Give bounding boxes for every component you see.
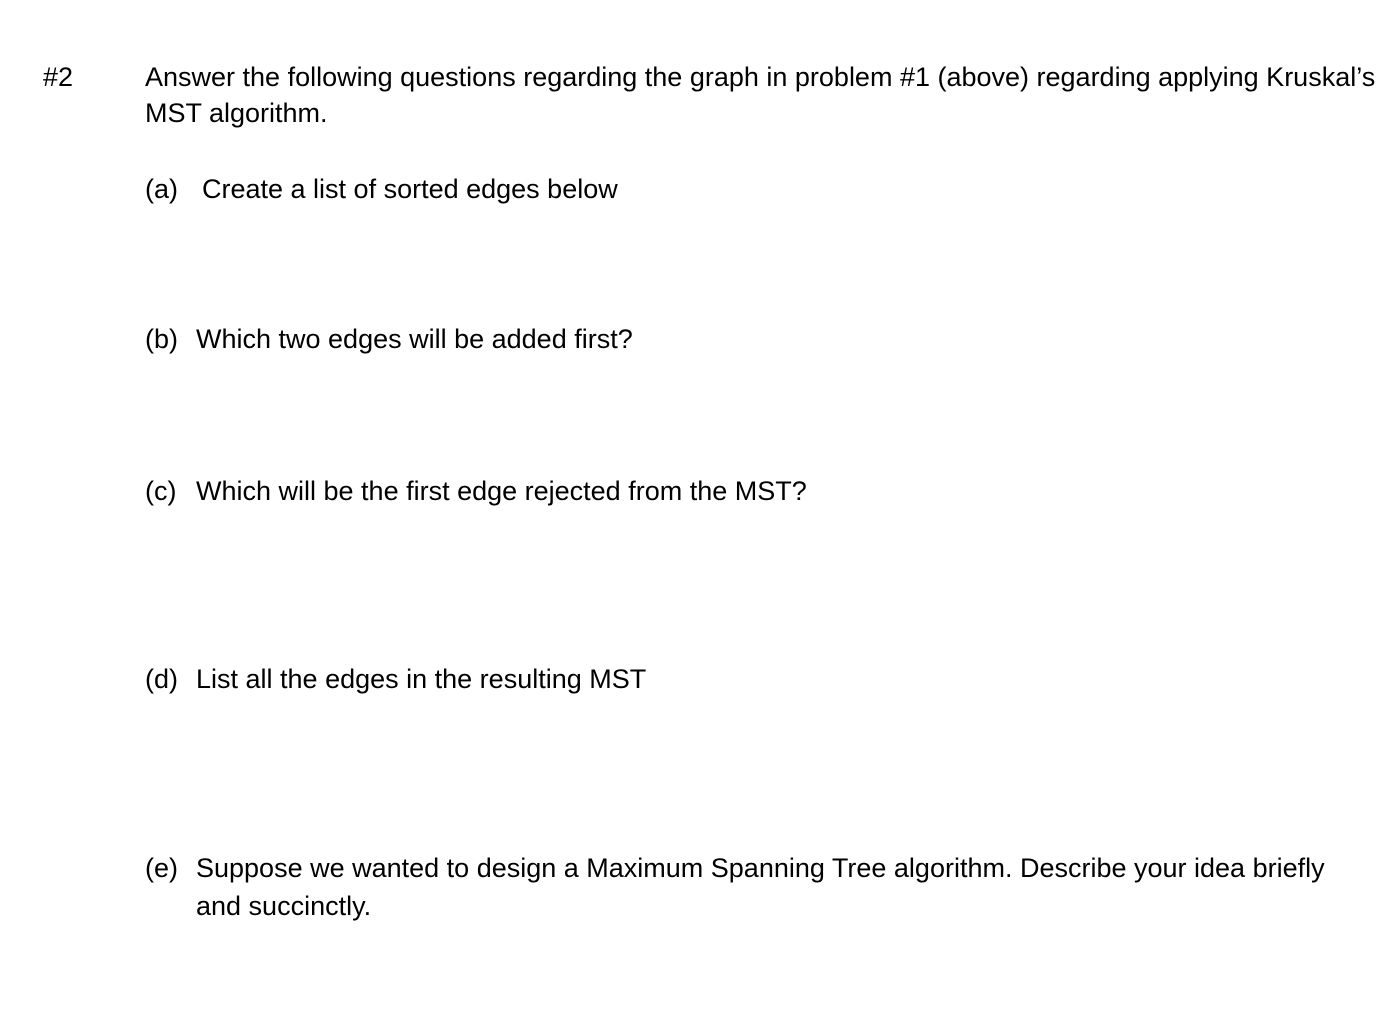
question-label: (e): [145, 853, 178, 883]
question-label: (b): [145, 324, 178, 354]
question-a: [145, 171, 1345, 207]
question-label: (c): [145, 476, 177, 506]
question-label: (a): [145, 174, 178, 204]
question-d: [145, 661, 1345, 697]
question-e: [145, 849, 1345, 925]
problem-intro: Answer the following questions regarding the graph in problem #1 (above) regarding applying Kruskal’s MST algorithm.: [145, 62, 1376, 128]
question-text: Create a list of sorted edges below: [202, 174, 618, 204]
problem-number: #2: [43, 62, 74, 92]
question-text: Which two edges will be added first?: [196, 324, 633, 354]
question-text: List all the edges in the resulting MST: [196, 664, 647, 694]
question-text: Suppose we wanted to design a Maximum Spanning Tree algorithm. Describe your idea briefly and succinctly.: [196, 853, 1325, 921]
question-label: (d): [145, 664, 178, 694]
question-b: [145, 321, 1345, 357]
question-c: [145, 473, 1345, 509]
question-text: Which will be the first edge rejected from the MST?: [196, 476, 807, 506]
